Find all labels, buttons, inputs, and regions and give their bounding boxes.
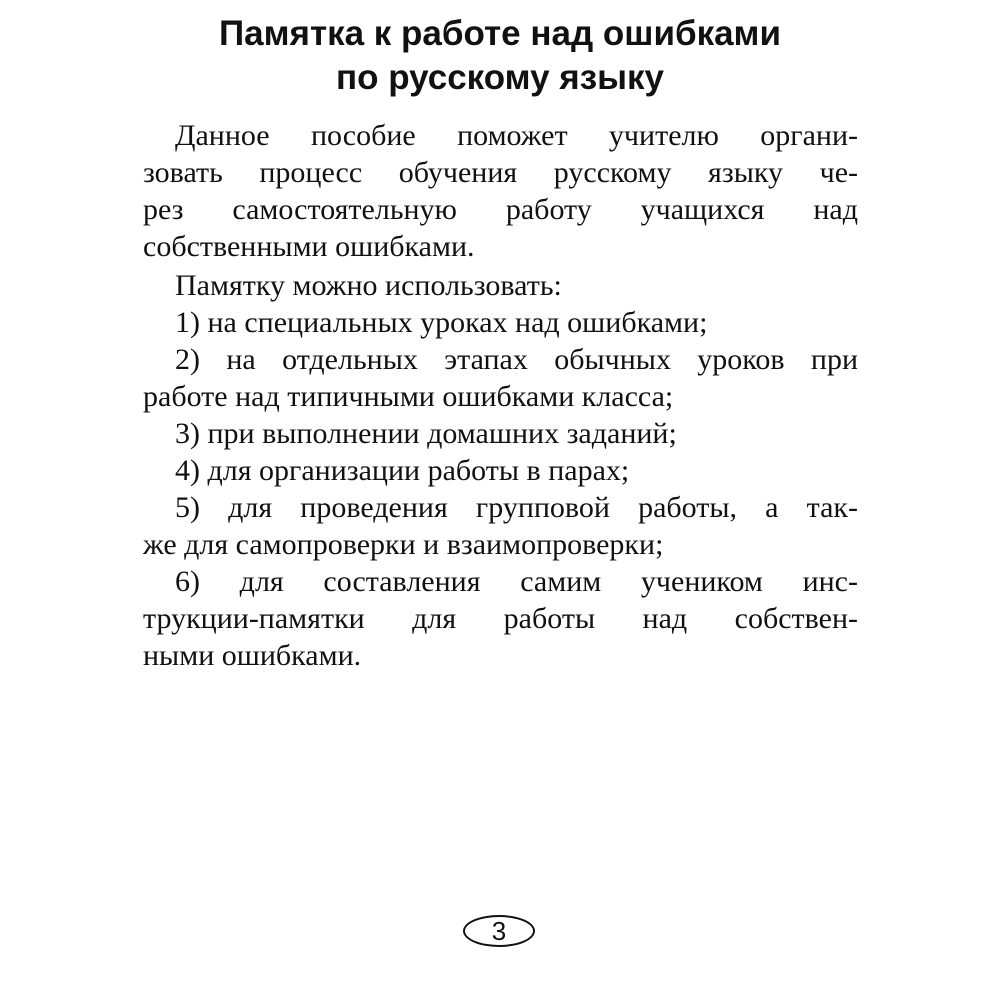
list-item: 3) при выполнении домашних заданий; bbox=[175, 417, 677, 450]
list-item-continuation: работе над типичными ошибками класса; bbox=[143, 380, 674, 413]
list-item: 6) для составления самим учеником инс- bbox=[175, 565, 858, 598]
usage-heading: Памятку можно использовать: bbox=[175, 269, 562, 302]
title-line-1: Памятка к работе над ошибками bbox=[219, 14, 781, 53]
title-line-2: по русскому языку bbox=[336, 58, 664, 97]
body-text bbox=[143, 117, 858, 674]
list-item: 2) на отдельных этапах обычных уроков при bbox=[175, 343, 858, 376]
list-item: 4) для организации работы в парах; bbox=[175, 454, 630, 487]
list-item-continuation: же для самопроверки и взаимопроверки; bbox=[143, 528, 664, 561]
intro-line: рез самостоятельную работу учащихся над bbox=[143, 193, 858, 226]
list-item: 1) на специальных уроках над ошибками; bbox=[175, 306, 708, 339]
page-number: 3 bbox=[463, 915, 535, 947]
page-title bbox=[0, 12, 1000, 100]
intro-line: собственными ошибками. bbox=[143, 230, 475, 263]
list-item-continuation: трукции-памятки для работы над собствен- bbox=[143, 602, 858, 635]
list-item-continuation: ными ошибками. bbox=[143, 639, 362, 672]
list-item: 5) для проведения групповой работы, а так- bbox=[175, 491, 858, 524]
intro-line: зовать процесс обучения русскому языку че- bbox=[143, 156, 858, 189]
intro-line: Данное пособие поможет учителю органи- bbox=[175, 119, 858, 152]
